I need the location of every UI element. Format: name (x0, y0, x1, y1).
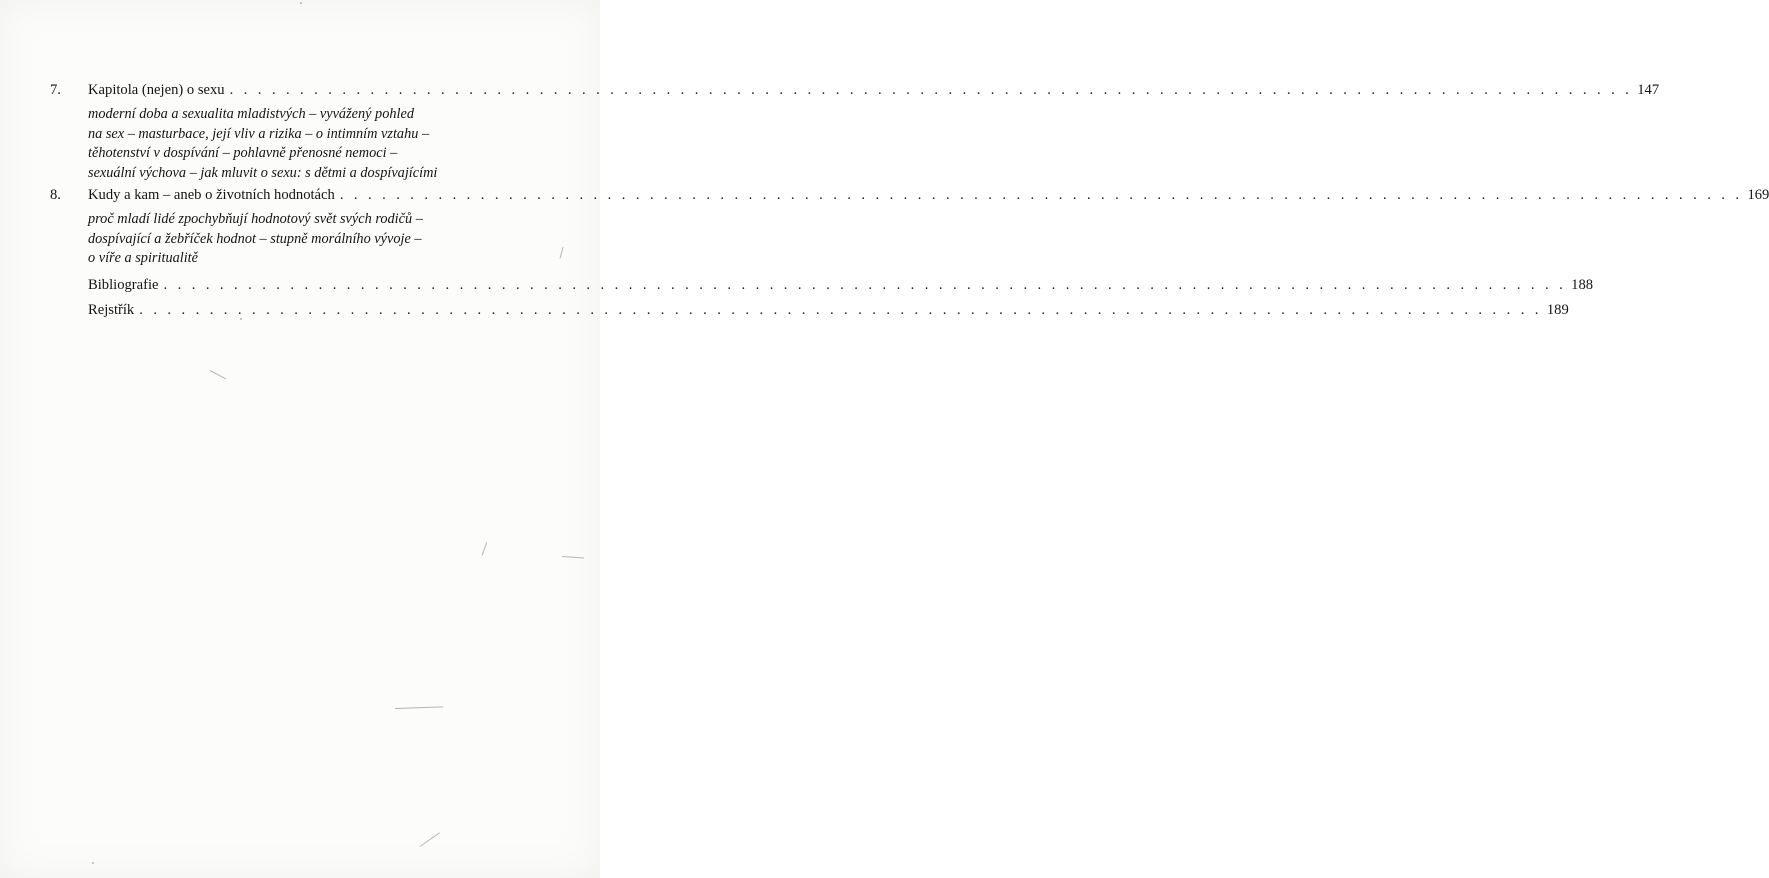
description-line: proč mladí lidé zpochybňují hodnotový svět svých rodičů – (88, 211, 423, 227)
entry-title: Rejstřík (88, 302, 135, 318)
dot-leader: . . . . . . . . . . . . . . . . . . . . . . . . . . . . . . . . . . . . . . . . . . . . . . . . . . . . . . . . . . . . . . . . . . . . . . . . . . . . . . . . . . . . . . . . . . . . . . . . . . . . (339, 187, 1743, 203)
description-line: na sex – masturbace, její vliv a rizika – o intimním vztahu – (88, 125, 430, 142)
dot-leader: . . . . . . . . . . . . . . . . . . . . . . . . . . . . . . . . . . . . . . . . . . . . . . . . . . . . . . . . . . . . . . . . . . . . . . . . . . . . . . . . . . . . . . . . . . . . . . . . . . . . (139, 302, 1542, 318)
page-number: 169 (1747, 187, 1769, 203)
toc-entry-index[interactable] (88, 301, 1569, 319)
description-line: o víře a spiritualitě (88, 250, 198, 266)
chapter-number: 7. (50, 82, 61, 98)
scan-mark (560, 247, 564, 259)
toc-entry-bibliography[interactable] (88, 276, 1594, 294)
page-number: 188 (1571, 277, 1594, 293)
dot-leader: . . . . . . . . . . . . . . . . . . . . . . . . . . . . . . . . . . . . . . . . . . . . . . . . . . . . . . . . . . . . . . . . . . . . . . . . . . . . . . . . . . . . . . . . . . . . . . . . . . . . (229, 82, 1633, 98)
chapter-number: 8. (50, 187, 61, 203)
toc-entry-chapter-8[interactable] (50, 186, 1769, 204)
chapter-title: Kapitola (nejen) o sexu (88, 82, 225, 98)
scan-mark (210, 370, 226, 379)
chapter-description (88, 105, 528, 183)
page-number: 189 (1546, 302, 1569, 318)
scan-speck (240, 318, 242, 320)
toc-entry-chapter-7[interactable] (50, 81, 1660, 99)
scan-mark (482, 542, 488, 555)
chapter-description (88, 210, 528, 269)
description-line: dospívající a žebříček hodnot – stupně morálního vývoje – (88, 230, 422, 247)
scan-mark (420, 832, 440, 847)
scan-speck (92, 862, 94, 864)
scan-mark (395, 706, 443, 709)
entry-title: Bibliografie (88, 277, 159, 293)
scan-mark (562, 556, 584, 559)
description-line: moderní doba a sexualita mladistvých – vyvážený pohled (88, 106, 414, 122)
scan-speck (300, 2, 302, 4)
description-line: těhotenství v dospívání – pohlavně přenosné nemoci – (88, 145, 398, 161)
description-line: sexuální výchova – jak mluvit o sexu: s dětmi a dospívajícími (88, 164, 438, 181)
page-number: 147 (1637, 82, 1660, 98)
dot-leader: . . . . . . . . . . . . . . . . . . . . . . . . . . . . . . . . . . . . . . . . . . . . . . . . . . . . . . . . . . . . . . . . . . . . . . . . . . . . . . . . . . . . . . . . . . . . . . . . . . . . (163, 277, 1567, 293)
chapter-title: Kudy a kam – aneb o životních hodnotách (88, 187, 335, 203)
